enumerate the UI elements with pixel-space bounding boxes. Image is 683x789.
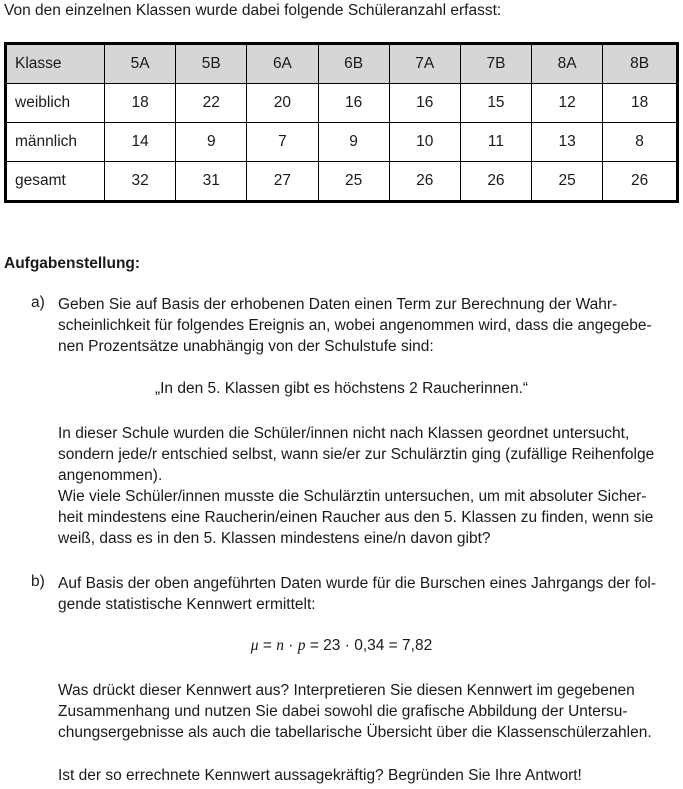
text-line: Geben Sie auf Basis der erhobenen Daten einen Term zur Berechnung der Wahr- bbox=[58, 296, 618, 313]
task-b-paragraph-2 bbox=[58, 680, 680, 743]
formula-result: = 23 · 0,34 = 7,82 bbox=[305, 637, 433, 654]
header-cell: 6A bbox=[247, 44, 318, 84]
task-b-paragraph-1 bbox=[58, 573, 680, 615]
task-a-label: a) bbox=[31, 294, 45, 311]
text-line: nen Prozentsätze unabhängig von der Schulstufe sind: bbox=[58, 338, 434, 355]
table-cell: 14 bbox=[105, 123, 176, 162]
row-label: gesamt bbox=[6, 162, 105, 202]
table-cell: 26 bbox=[460, 162, 531, 202]
table-cell: 11 bbox=[460, 123, 531, 162]
formula-eq: = bbox=[258, 637, 277, 654]
formula-mu: μ bbox=[250, 637, 259, 654]
table-cell: 18 bbox=[603, 84, 678, 123]
table-cell: 13 bbox=[532, 123, 603, 162]
section-heading: Aufgabenstellung: bbox=[4, 255, 141, 272]
table-cell: 26 bbox=[389, 162, 460, 202]
table-cell: 22 bbox=[176, 84, 247, 123]
text-line: gende statistische Kennwert ermittelt: bbox=[58, 596, 316, 613]
row-label: weiblich bbox=[6, 84, 105, 123]
table-cell: 9 bbox=[318, 123, 389, 162]
text-line: scheinlichkeit für folgendes Ereignis an, wobei angenommen wird, dass die angegebe- bbox=[58, 317, 652, 334]
header-cell: 7B bbox=[460, 44, 531, 84]
table-row bbox=[6, 123, 678, 162]
task-a-paragraph-1 bbox=[58, 294, 680, 357]
text-line: Wie viele Schüler/innen musste die Schulärztin untersuchen, um mit absoluter Sicher- bbox=[58, 488, 647, 505]
table-row bbox=[6, 84, 678, 123]
text-line: chungsergebnisse als auch die tabellarische Übersicht über die Klassenschülerzahlen. bbox=[58, 724, 652, 741]
header-cell: 5B bbox=[176, 44, 247, 84]
table-cell: 7 bbox=[247, 123, 318, 162]
header-cell: Klasse bbox=[6, 44, 105, 84]
table-cell: 12 bbox=[532, 84, 603, 123]
task-b-formula bbox=[0, 637, 683, 655]
intro-text: Von den einzelnen Klassen wurde dabei folgende Schüleranzahl erfasst: bbox=[4, 2, 502, 19]
table-cell: 25 bbox=[318, 162, 389, 202]
row-label: männlich bbox=[6, 123, 105, 162]
formula-n: n bbox=[276, 637, 284, 654]
task-a-quote: „In den 5. Klassen gibt es höchstens 2 Raucherinnen.“ bbox=[154, 380, 529, 397]
table-cell: 20 bbox=[247, 84, 318, 123]
text-line: sondern jede/r entschied selbst, wann sie/er zur Schulärztin ging (zufällige Reihenfolge bbox=[58, 446, 655, 463]
table-cell: 9 bbox=[176, 123, 247, 162]
table-cell: 16 bbox=[389, 84, 460, 123]
task-b-paragraph-3: Ist der so errechnete Kennwert aussagekräftig? Begründen Sie Ihre Antwort! bbox=[58, 767, 582, 784]
table-cell: 26 bbox=[603, 162, 678, 202]
formula-p: p bbox=[297, 637, 306, 654]
task-b-label: b) bbox=[31, 573, 45, 590]
header-cell: 7A bbox=[389, 44, 460, 84]
class-table bbox=[4, 42, 679, 203]
table-cell: 32 bbox=[105, 162, 176, 202]
header-cell: 5A bbox=[105, 44, 176, 84]
table-cell: 31 bbox=[176, 162, 247, 202]
table-cell: 25 bbox=[532, 162, 603, 202]
text-line: In dieser Schule wurden die Schüler/innen nicht nach Klassen geordnet untersucht, bbox=[58, 425, 630, 442]
header-cell: 8B bbox=[603, 44, 678, 84]
header-cell: 8A bbox=[532, 44, 603, 84]
table-cell: 27 bbox=[247, 162, 318, 202]
table-cell: 15 bbox=[460, 84, 531, 123]
table-header-row bbox=[6, 44, 678, 84]
table-cell: 18 bbox=[105, 84, 176, 123]
text-line: Zusammenhang und nutzen Sie dabei sowohl die grafische Abbildung der Untersu- bbox=[58, 703, 628, 720]
text-line: angenommen). bbox=[58, 467, 163, 484]
table-cell: 8 bbox=[603, 123, 678, 162]
task-a-paragraph-2 bbox=[58, 423, 680, 549]
table-row bbox=[6, 162, 678, 202]
text-line: Auf Basis der oben angeführten Daten wurde für die Burschen eines Jahrgangs der fol- bbox=[58, 575, 656, 592]
table-cell: 16 bbox=[318, 84, 389, 123]
text-line: weiß, dass es in den 5. Klassen mindestens eine/n davon gibt? bbox=[58, 530, 491, 547]
text-line: Was drückt dieser Kennwert aus? Interpretieren Sie diesen Kennwert im gegebenen bbox=[58, 682, 635, 699]
header-cell: 6B bbox=[318, 44, 389, 84]
formula-dot: · bbox=[283, 637, 298, 654]
table-cell: 10 bbox=[389, 123, 460, 162]
text-line: heit mindestens eine Raucherin/einen Raucher aus den 5. Klassen zu finden, wenn sie bbox=[58, 509, 654, 526]
